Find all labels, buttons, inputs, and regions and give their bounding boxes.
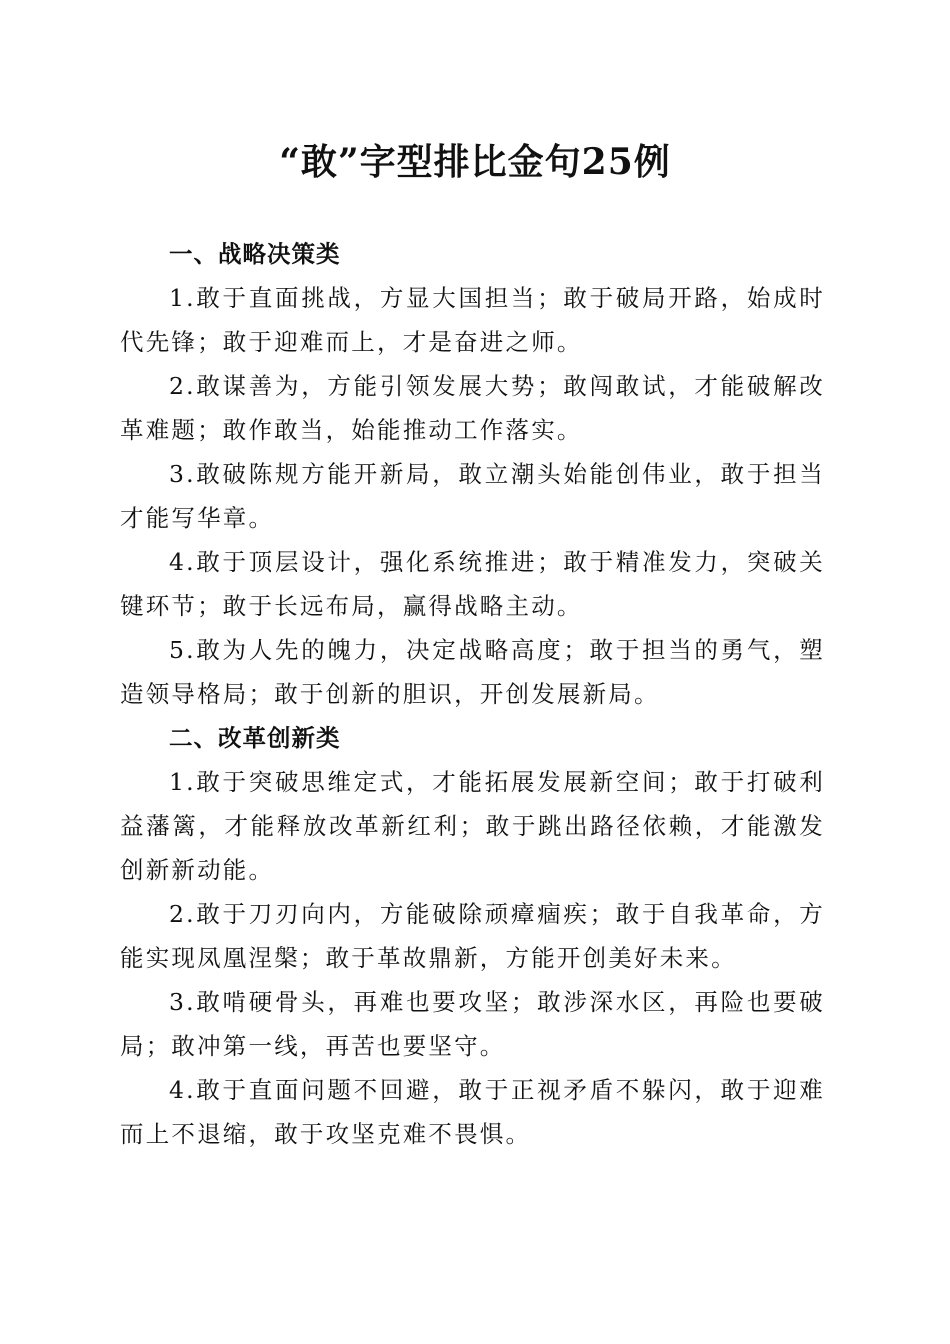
paragraph: 2.敢谋善为，方能引领发展大势；敢闯敢试，才能破解改革难题；敢作敢当，始能推动工作落实。 [120,372,825,444]
section-heading-strategy: 一、战略决策类 [169,240,341,268]
document-title: “敢”字型排比金句25例 [279,141,671,183]
section-heading-reform: 二、改革创新类 [169,724,341,752]
paragraph: 5.敢为人先的魄力，决定战略高度；敢于担当的勇气，塑造领导格局；敢于创新的胆识，开创发展新局。 [120,636,825,708]
document-body [120,232,825,1156]
paragraph: 3.敢破陈规方能开新局，敢立潮头始能创伟业，敢于担当才能写华章。 [120,460,825,532]
paragraph: 4.敢于直面问题不回避，敢于正视矛盾不躲闪，敢于迎难而上不退缩，敢于攻坚克难不畏惧。 [120,1076,825,1148]
paragraph: 4.敢于顶层设计，强化系统推进；敢于精准发力，突破关键环节；敢于长远布局，赢得战略主动。 [120,548,825,620]
paragraph: 1.敢于直面挑战，方显大国担当；敢于破局开路，始成时代先锋；敢于迎难而上，才是奋进之师。 [120,284,825,356]
paragraph: 2.敢于刀刃向内，方能破除顽瘴痼疾；敢于自我革命，方能实现凤凰涅槃；敢于革故鼎新，方能开创美好未来。 [120,900,825,972]
paragraph: 3.敢啃硬骨头，再难也要攻坚；敢涉深水区，再险也要破局；敢冲第一线，再苦也要坚守。 [120,988,825,1060]
paragraph: 1.敢于突破思维定式，才能拓展发展新空间；敢于打破利益藩篱，才能释放改革新红利；敢于跳出路径依赖，才能激发创新新动能。 [120,768,825,884]
